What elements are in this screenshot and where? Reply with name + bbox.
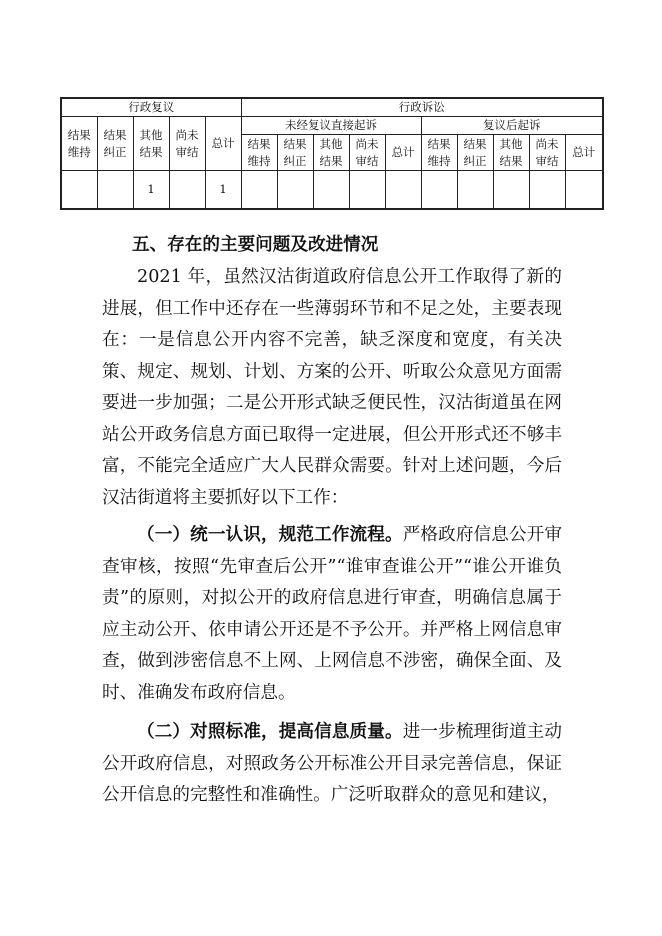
table-cell bbox=[565, 171, 603, 209]
direct-suit-header: 未经复议直接起诉 bbox=[241, 117, 421, 135]
table-cell bbox=[277, 171, 313, 209]
table-cell bbox=[493, 171, 529, 209]
table-cell: 1 bbox=[205, 171, 241, 209]
body-text bbox=[102, 262, 562, 812]
after-total-header: 总计 bbox=[565, 135, 603, 171]
item-2-title: （二）对照标准，提高信息质量。 bbox=[137, 722, 403, 742]
table-cell bbox=[385, 171, 421, 209]
admin-review-header: 行政复议 bbox=[61, 98, 241, 117]
review-other-header: 其他 结果 bbox=[133, 117, 169, 171]
paragraph-item-1 bbox=[102, 520, 562, 709]
item-2-body: 进一步梳理街道主动公开政府信息，对照政务公开标准公开目录完善信息，保证公开信息的完整性和准确性。广泛听取群众的意见和建议， bbox=[102, 722, 562, 805]
direct-pending-header: 尚未 审结 bbox=[349, 135, 385, 171]
table-cell bbox=[61, 171, 97, 209]
after-correct-header: 结果 纠正 bbox=[457, 135, 493, 171]
item-1-title: （一）统一认识，规范工作流程。 bbox=[137, 525, 403, 545]
after-review-suit-header: 复议后起诉 bbox=[421, 117, 603, 135]
direct-total-header: 总计 bbox=[385, 135, 421, 171]
table-cell bbox=[97, 171, 133, 209]
admin-litigation-header: 行政诉讼 bbox=[241, 98, 603, 117]
table-cell bbox=[313, 171, 349, 209]
review-total-header: 总计 bbox=[205, 117, 241, 171]
item-1-body: 严格政府信息公开审查审核，按照“先审查后公开”“谁审查谁公开”“谁公开谁负责”的原则，对拟公开的政府信息进行审查，明确信息属于应主动公开、依申请公开还是不予公开。并严格上网信息审查，做到涉密信息不上网、上网信息不涉密，确保全面、及时、准确发布政府信息。 bbox=[102, 525, 562, 703]
after-other-header: 其他 结果 bbox=[493, 135, 529, 171]
table-cell bbox=[457, 171, 493, 209]
section-heading: 五、存在的主要问题及改进情况 bbox=[132, 235, 379, 255]
table-cell bbox=[169, 171, 205, 209]
table-cell bbox=[241, 171, 277, 209]
paragraph-problems: 2021 年，虽然汉沽街道政府信息公开工作取得了新的进展，但工作中还存在一些薄弱环节和不足之处，主要表现在：一是信息公开内容不完善，缺乏深度和宽度，有关决策、规定、规划、计划、方案的公开、听取公众意见方面需要进一步加强；二是公开形式缺乏便民性，汉沽街道虽在网站公开政务信息方面已取得一定进展，但公开形式还不够丰富，不能完全适应广大人民群众需要。针对上述问题，今后汉沽街道将主要抓好以下工作： bbox=[102, 267, 562, 508]
direct-correct-header: 结果 纠正 bbox=[277, 135, 313, 171]
direct-other-header: 其他 结果 bbox=[313, 135, 349, 171]
review-correct-header: 结果 纠正 bbox=[97, 117, 133, 171]
table-cell bbox=[529, 171, 565, 209]
after-pending-header: 尚未 审结 bbox=[529, 135, 565, 171]
direct-uphold-header: 结果 维持 bbox=[241, 135, 277, 171]
table-cell bbox=[421, 171, 457, 209]
review-uphold-header: 结果 维持 bbox=[61, 117, 97, 171]
table-cell: 1 bbox=[133, 171, 169, 209]
paragraph-item-2 bbox=[102, 717, 562, 812]
statistics-table bbox=[60, 97, 604, 210]
review-pending-header: 尚未 审结 bbox=[169, 117, 205, 171]
table-cell bbox=[349, 171, 385, 209]
after-uphold-header: 结果 维持 bbox=[421, 135, 457, 171]
